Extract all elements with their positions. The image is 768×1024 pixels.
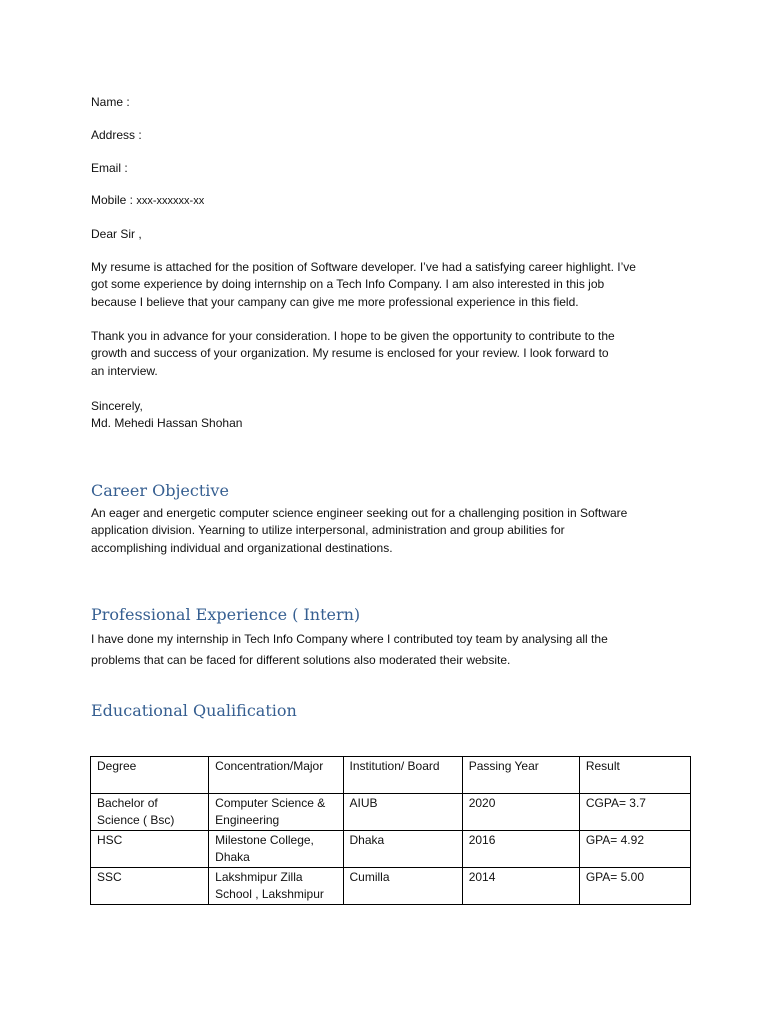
experience-heading: Professional Experience ( Intern) [91, 605, 361, 624]
cell-result: GPA= 4.92 [579, 831, 690, 868]
career-objective-line: An eager and energetic computer science engineer seeking out for a challenging position in Software [91, 506, 628, 520]
cell-passing-year: 2014 [462, 868, 579, 905]
name-line [91, 94, 130, 111]
experience-line: I have done my internship in Tech Info Company where I contributed toy team by analysing all the [91, 632, 608, 646]
cell-passing-year: 2016 [462, 831, 579, 868]
closing: Sincerely, [91, 399, 143, 413]
education-table-header-row [91, 757, 691, 794]
header-result: Result [579, 757, 690, 794]
header-degree: Degree [91, 757, 209, 794]
experience-text [91, 629, 691, 671]
letter-p1-line: because I believe that your campany can give me more professional experience in this field. [91, 294, 579, 309]
career-objective-heading: Career Objective [91, 481, 229, 500]
header-concentration: Concentration/Major [209, 757, 343, 794]
cell-passing-year: 2020 [462, 794, 579, 831]
cell-degree: Bachelor of Science ( Bsc) [91, 794, 209, 831]
signature: Md. Mehedi Hassan Shohan [91, 416, 243, 430]
table-row [91, 868, 691, 905]
letter-p2-line: an interview. [91, 363, 158, 378]
name-label: Name : [91, 95, 130, 109]
cell-result: GPA= 5.00 [579, 868, 690, 905]
cell-result: CGPA= 3.7 [579, 794, 690, 831]
cell-institution: Dhaka [343, 831, 462, 868]
mobile-value: xxx-xxxxxx-xx [136, 195, 205, 207]
email-line [91, 160, 128, 177]
career-objective-line: application division. Yearning to utilize interpersonal, administration and group abilities for [91, 523, 565, 538]
header-passing-year: Passing Year [462, 757, 579, 794]
education-table [90, 756, 691, 905]
education-heading: Educational Qualification [91, 701, 297, 720]
letter-paragraph-1 [91, 259, 691, 311]
address-line [91, 127, 142, 144]
mobile-label: Mobile : [91, 193, 134, 207]
cell-degree: HSC [91, 831, 209, 868]
table-row [91, 831, 691, 868]
career-objective-line: accomplishing individual and organizational destinations. [91, 540, 393, 555]
cell-institution: AIUB [343, 794, 462, 831]
cell-degree: SSC [91, 868, 209, 905]
experience-line: problems that can be faced for different solutions also moderated their website. [91, 653, 511, 667]
cell-institution: Cumilla [343, 868, 462, 905]
career-objective-text [91, 505, 691, 557]
letter-p1-line: got some experience by doing internship on a Tech Info Company. I am also interested in this job [91, 277, 605, 292]
table-row [91, 794, 691, 831]
letter-p1-line: My resume is attached for the position of Software developer. I’ve had a satisfying career highlight. I’ve [91, 260, 636, 274]
email-label: Email : [91, 161, 128, 175]
letter-p2-line: Thank you in advance for your consideration. I hope to be given the opportunity to contribute to the [91, 329, 615, 343]
letter-paragraph-2 [91, 328, 691, 380]
cell-concentration: Lakshmipur Zilla School , Lakshmipur [209, 868, 343, 905]
cell-concentration: Milestone College, Dhaka [209, 831, 343, 868]
salutation: Dear Sir , [91, 227, 142, 241]
header-institution: Institution/ Board [343, 757, 462, 794]
letter-p2-line: growth and success of your organization. My resume is enclosed for your review. I look forward to [91, 346, 609, 361]
address-label: Address : [91, 128, 142, 142]
mobile-line [91, 192, 204, 210]
cell-concentration: Computer Science & Engineering [209, 794, 343, 831]
